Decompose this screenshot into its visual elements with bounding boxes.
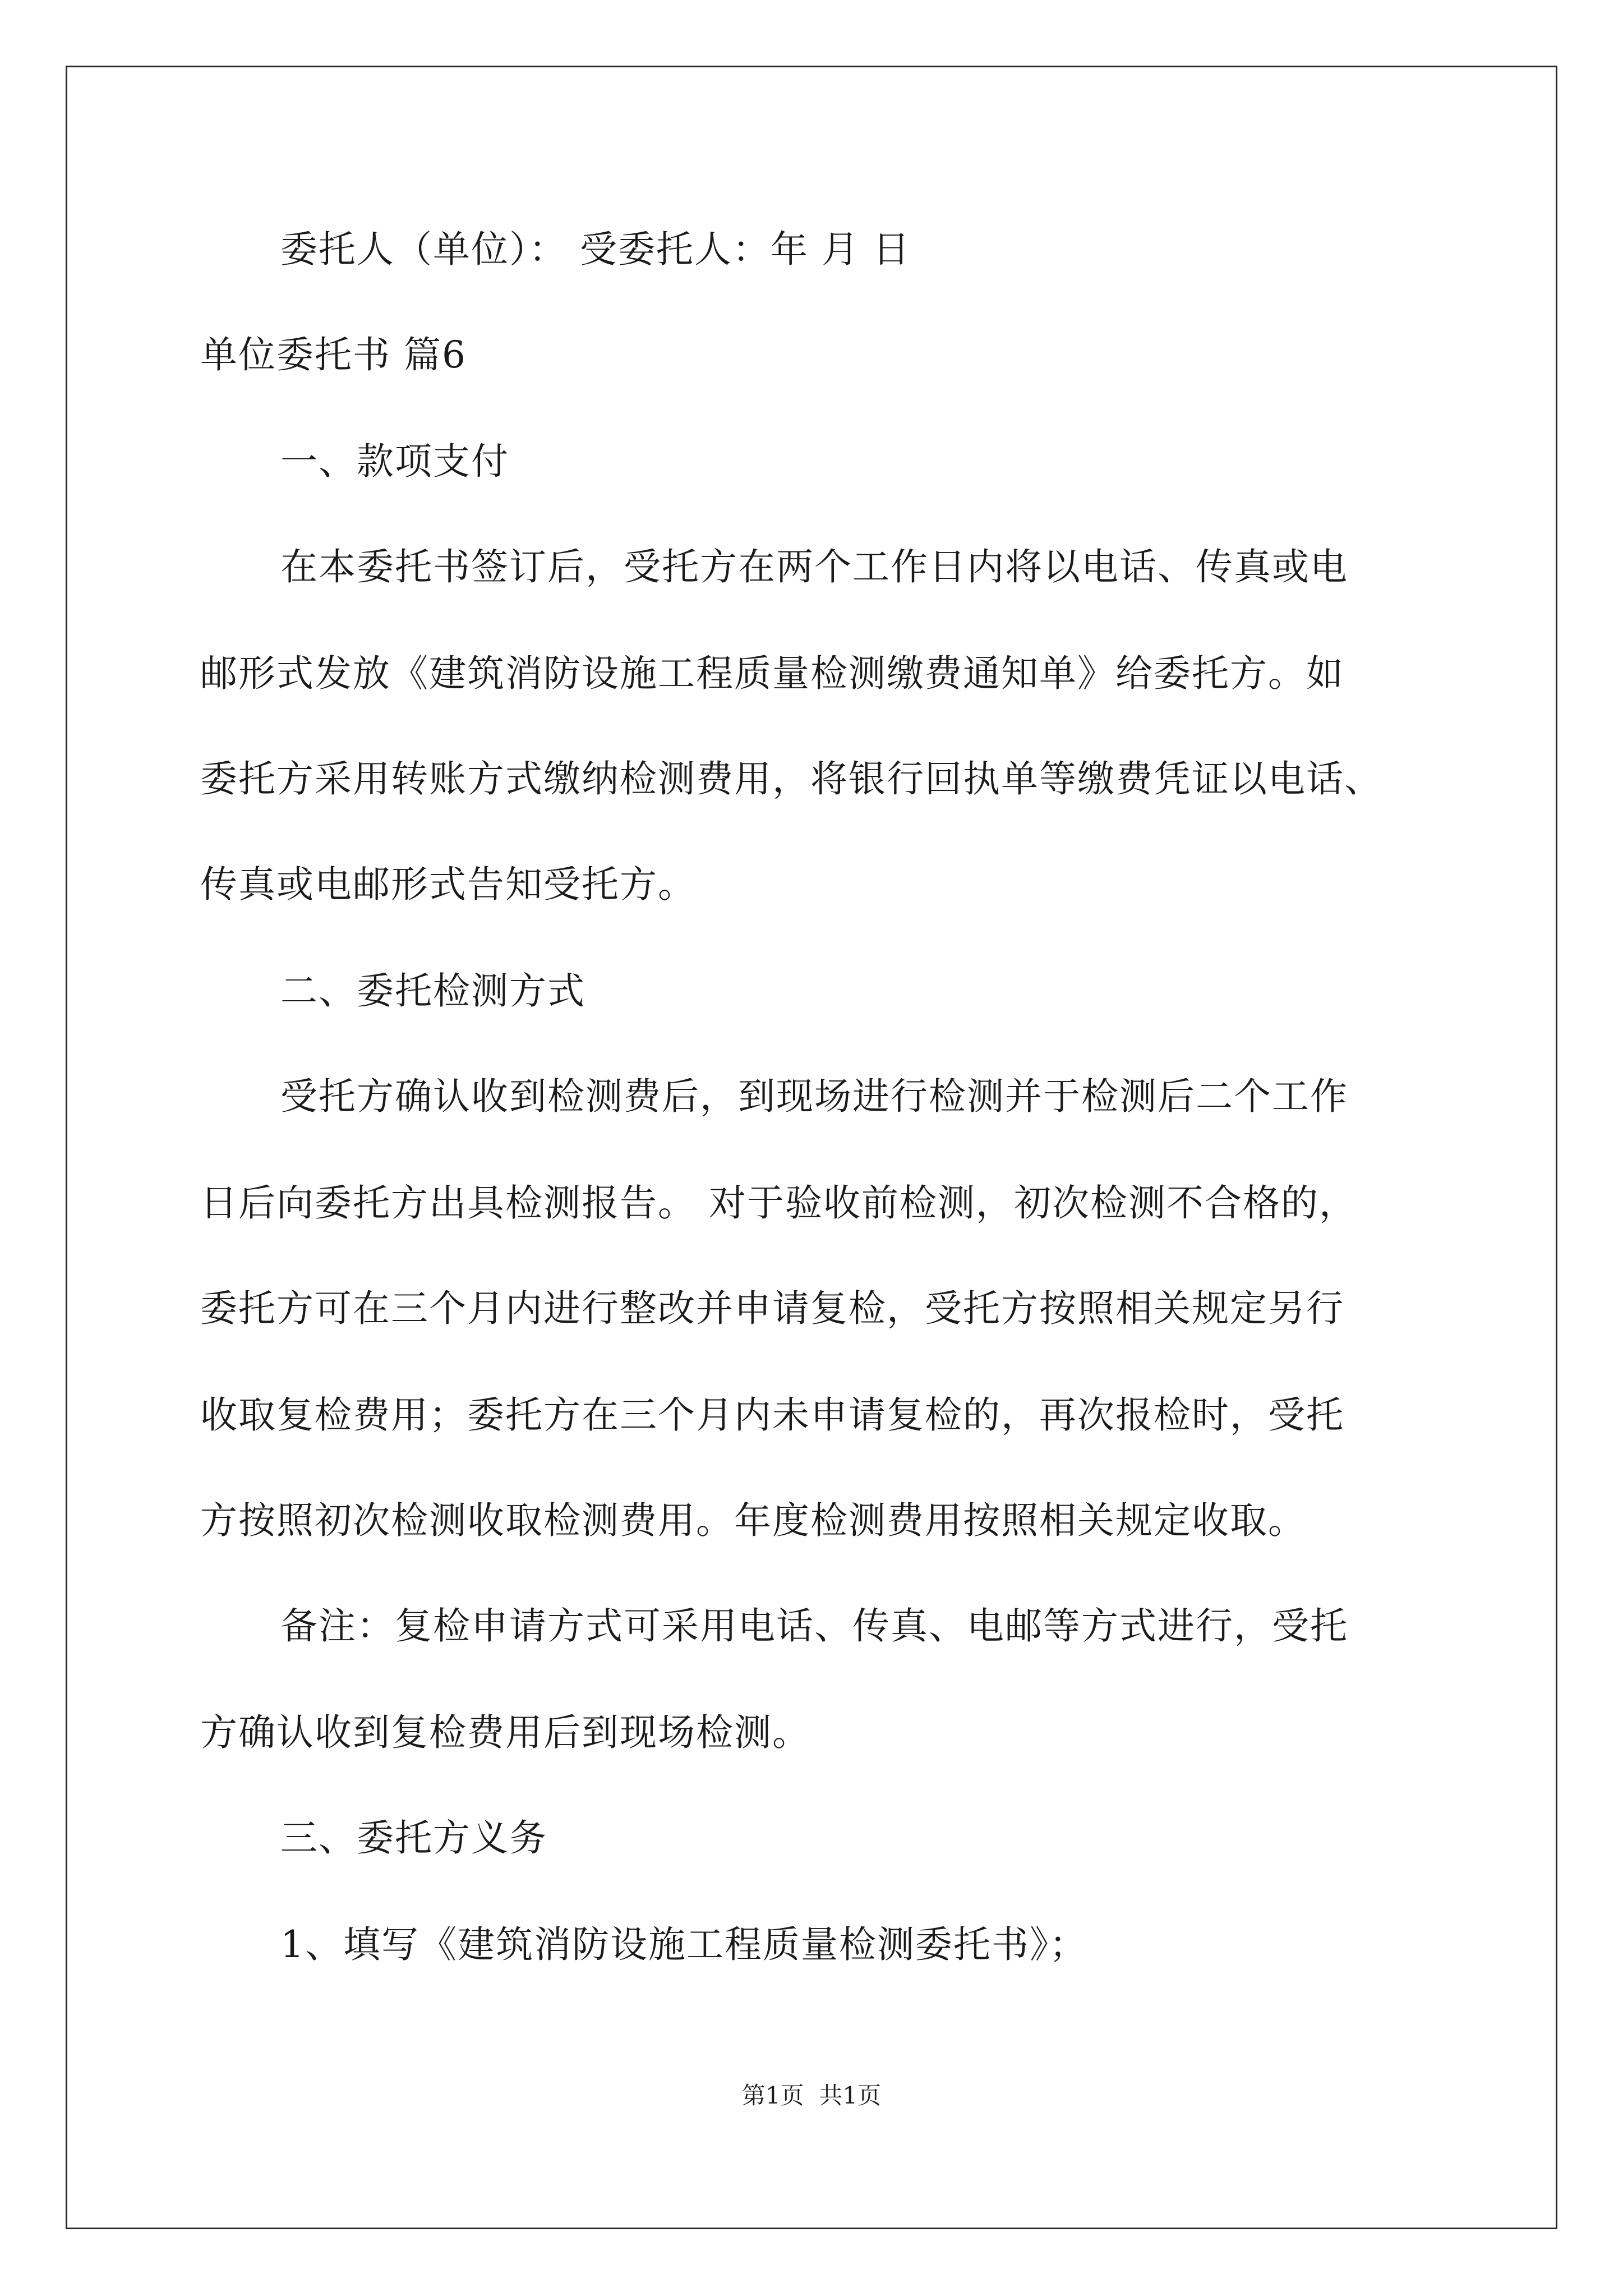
- paragraph-line: 在本委托书签订后，受托方在两个工作日内将以电话、传真或电: [280, 545, 1348, 588]
- subheading-method: 二、委托检测方式: [280, 969, 585, 1013]
- paragraph-line: 委托方可在三个月内进行整改并申请复检，受托方按照相关规定另行: [200, 1287, 1344, 1330]
- paragraph-line: 日后向委托方出具检测报告。 对于验收前检测，初次检测不合格的，: [200, 1181, 1357, 1225]
- paragraph-line: 收取复检费用；委托方在三个月内未申请复检的，再次报检时，受托: [200, 1393, 1344, 1437]
- paragraph-line: 备注：复检申请方式可采用电话、传真、电邮等方式进行，受托: [280, 1604, 1348, 1648]
- section-heading: 单位委托书 篇6: [200, 333, 467, 376]
- subheading-payment: 一、款项支付: [280, 440, 509, 483]
- page-border: [66, 66, 1557, 2229]
- page-number-footer: 第1页 共1页: [741, 2082, 882, 2109]
- paragraph-line: 方按照初次检测收取检测费用。年度检测费用按照相关规定收取。: [200, 1499, 1306, 1542]
- list-item: 1、填写《建筑消防设施工程质量检测委托书》；: [280, 1923, 1087, 1966]
- subheading-obligations: 三、委托方义务: [280, 1816, 547, 1860]
- paragraph-line: 受托方确认收到检测费后，到现场进行检测并于检测后二个工作: [280, 1075, 1348, 1118]
- signature-line: 委托人（单位）： 受委托人：年 月 日: [280, 228, 911, 271]
- paragraph-line: 传真或电邮形式告知受托方。: [200, 863, 696, 906]
- paragraph-line: 方确认收到复检费用后到现场检测。: [200, 1711, 810, 1754]
- paragraph-line: 委托方采用转账方式缴纳检测费用，将银行回执单等缴费凭证以电话、: [200, 757, 1382, 800]
- paragraph-line: 邮形式发放《建筑消防设施工程质量检测缴费通知单》给委托方。如: [200, 652, 1344, 695]
